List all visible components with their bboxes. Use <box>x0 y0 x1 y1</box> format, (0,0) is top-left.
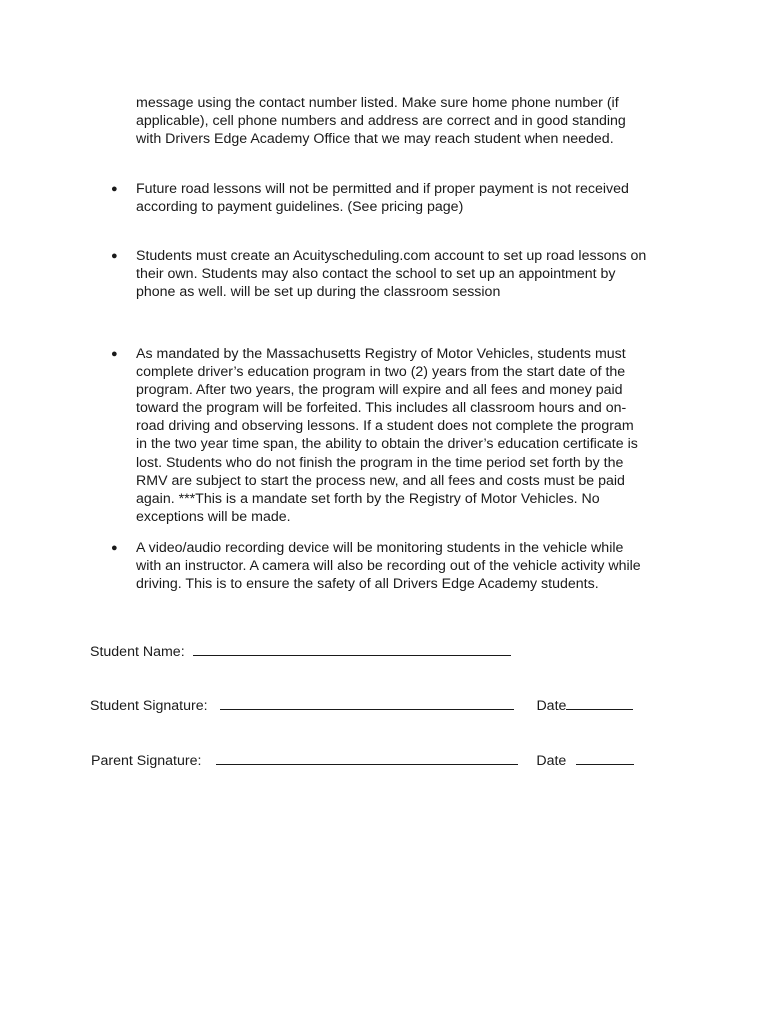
student-signature-row <box>90 696 633 715</box>
paragraph-line: toward the program will be forfeited. This includes all classroom hours and on- <box>136 400 627 417</box>
bullet-icon: ● <box>111 348 118 360</box>
parent-signature-label: Parent Signature: <box>91 753 202 769</box>
paragraph-line: Students must create an Acuityscheduling.com account to set up road lessons on <box>136 248 647 264</box>
parent-date-field[interactable] <box>576 751 634 765</box>
bullet-item-rmv-mandate <box>111 345 686 526</box>
bullet-icon: ● <box>111 542 118 554</box>
paragraph-line: As mandated by the Massachusetts Registry of Motor Vehicles, students must <box>136 346 626 362</box>
paragraph-line: A video/audio recording device will be monitoring students in the vehicle while <box>136 540 624 556</box>
student-signature-label: Student Signature: <box>90 698 208 714</box>
paragraph-line: in the two year time span, the ability to obtain the driver’s education certificate is <box>136 436 638 453</box>
student-name-label: Student Name: <box>90 644 185 660</box>
bullet-icon: ● <box>111 183 118 195</box>
paragraph-line: applicable), cell phone numbers and address are correct and in good standing <box>136 113 626 130</box>
paragraph-line: road driving and observing lessons. If a student does not complete the program <box>136 418 634 435</box>
paragraph-line: program. After two years, the program will expire and all fees and money paid <box>136 382 623 399</box>
bullet-icon: ● <box>111 250 118 262</box>
paragraph-line: according to payment guidelines. (See pricing page) <box>136 199 464 216</box>
paragraph-line: Future road lessons will not be permitted and if proper payment is not received <box>136 181 629 197</box>
bullet-item-scheduling <box>111 247 686 301</box>
student-date-field[interactable] <box>566 696 633 710</box>
student-signature-field[interactable] <box>220 696 514 710</box>
parent-signature-row <box>91 751 634 770</box>
paragraph-line: again. ***This is a mandate set forth by the Registry of Motor Vehicles. No <box>136 490 600 507</box>
paragraph-line: complete driver’s education program in two (2) years from the start date of the <box>136 364 626 381</box>
bullet-item-recording <box>111 539 686 593</box>
parent-date-label: Date <box>536 753 567 769</box>
continuation-paragraph <box>136 94 684 148</box>
student-name-field[interactable] <box>193 642 511 656</box>
student-date-label: Date <box>536 698 567 714</box>
paragraph-line: message using the contact number listed. Make sure home phone number (if <box>136 95 619 111</box>
paragraph-line: exceptions will be made. <box>136 508 291 525</box>
paragraph-line: phone as well. will be set up during the classroom session <box>136 284 501 301</box>
student-name-row <box>90 642 511 661</box>
paragraph-line: driving. This is to ensure the safety of all Drivers Edge Academy students. <box>136 576 599 593</box>
parent-signature-field[interactable] <box>216 751 518 765</box>
bullet-item-payment <box>111 180 686 216</box>
paragraph-line: their own. Students may also contact the school to set up an appointment by <box>136 266 616 283</box>
paragraph-line: RMV are subject to start the process new, and all fees and costs must be paid <box>136 472 625 489</box>
paragraph-line: with an instructor. A camera will also be recording out of the vehicle activity while <box>136 558 641 575</box>
paragraph-line: with Drivers Edge Academy Office that we may reach student when needed. <box>136 131 614 148</box>
paragraph-line: lost. Students who do not finish the program in the time period set forth by the <box>136 454 624 471</box>
